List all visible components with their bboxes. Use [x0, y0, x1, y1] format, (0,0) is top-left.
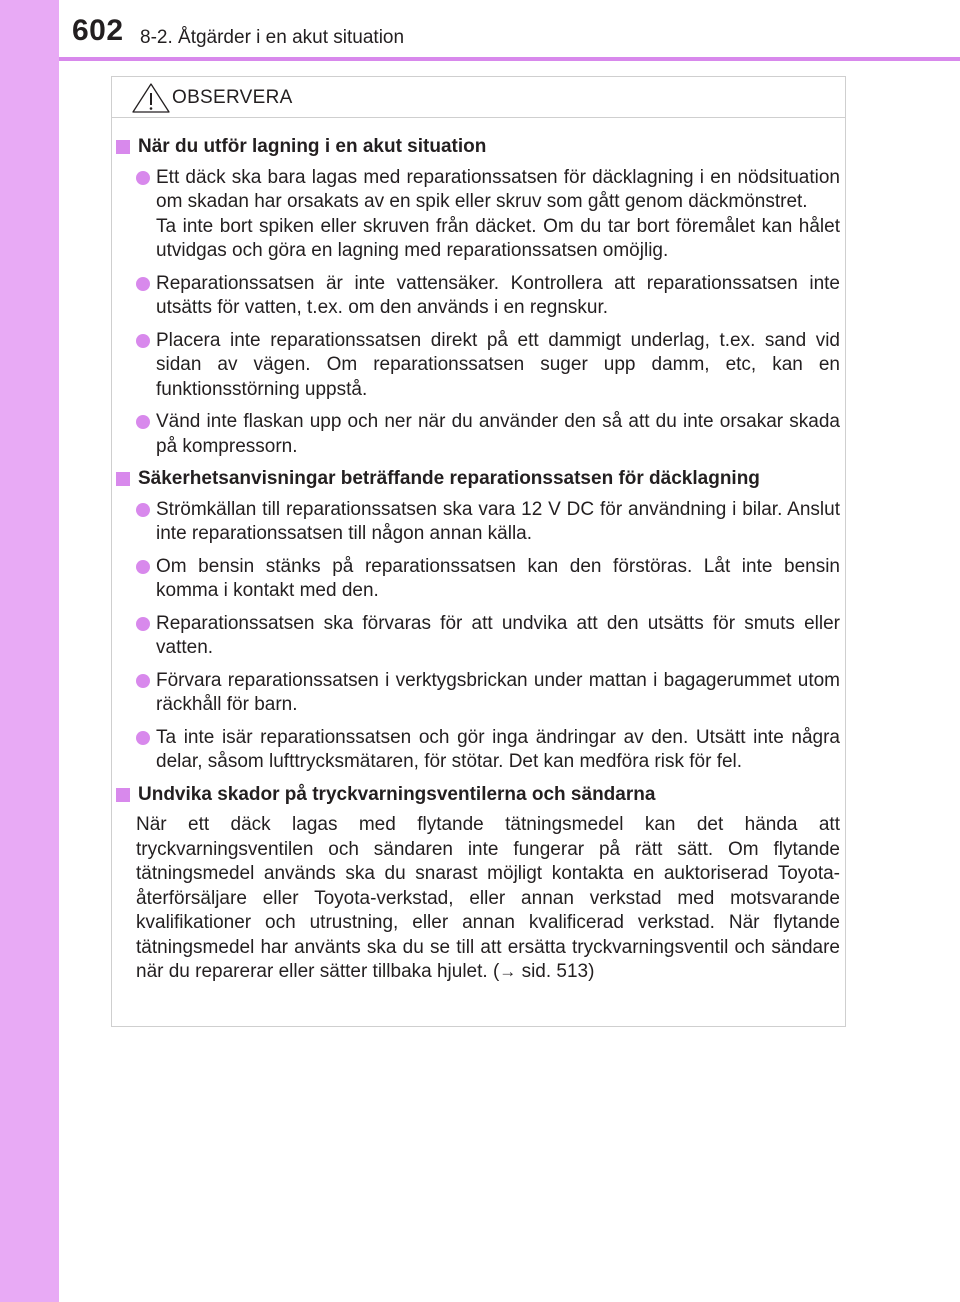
list-item	[116, 726, 840, 775]
header-divider	[59, 57, 960, 61]
list-item	[116, 272, 840, 321]
list-item	[116, 555, 840, 604]
body-text-end: )	[588, 961, 595, 982]
bullet-text: Placera inte reparationssatsen direkt på ett dammigt underlag, t.ex. sand vid sidan av vägen. Om reparationssatsen suger upp damm, etc, kan en funktionsstörning uppstå.	[156, 329, 840, 400]
round-bullet-icon	[136, 503, 150, 517]
warning-triangle-icon	[131, 82, 171, 114]
bullet-text: Ett däck ska bara lagas med reparationssatsen för däcklagning i en nödsituation om skadan har orsakats av en spik eller skruv som gått genom däckmönstret.	[156, 166, 840, 212]
square-bullet-icon	[116, 472, 130, 486]
bullet-text: Strömkällan till reparationssatsen ska vara 12 V DC för användning i bilar. Anslut inte reparationssatsen till någon annan källa.	[156, 498, 840, 544]
round-bullet-icon	[136, 617, 150, 631]
square-bullet-icon	[116, 788, 130, 802]
bullet-text: Förvara reparationssatsen i verktygsbrickan under mattan i bagagerummet utom räckhåll för barn.	[156, 669, 840, 715]
section-heading	[116, 467, 840, 492]
list-item	[116, 166, 840, 264]
section-heading	[116, 135, 840, 160]
sidebar-color-tab	[0, 0, 59, 1302]
heading-text: Undvika skador på tryckvarningsventilerna och sändarna	[138, 783, 656, 805]
section-heading	[116, 783, 840, 808]
round-bullet-icon	[136, 171, 150, 185]
bullet-text: Om bensin stänks på reparationssatsen kan den förstöras. Låt inte bensin komma i kontakt med den.	[156, 555, 840, 601]
caution-content	[116, 135, 840, 985]
round-bullet-icon	[136, 674, 150, 688]
bullet-text: Reparationssatsen ska förvaras för att undvika att den utsätts för smuts eller vatten.	[156, 612, 840, 658]
round-bullet-icon	[136, 415, 150, 429]
body-text: När ett däck lagas med flytande tätningsmedel kan det hända att tryckvarningsventilen och sändaren inte fungerar på rätt sätt. Om flytande tätningsmedel används ska du snarast möjligt kontakta en auktoriserad Toyota-återförsäljare eller Toyota-verkstad, eller annan verkstad med motsvarande kvalifikationer och utrustning, eller annan kvalificerad verkstad. När flytande tätningsmedel har använts ska du se till att ersätta tryckvarningsventil och sändare när du reparerar eller sätter tillbaka hjulet. (	[136, 814, 840, 982]
list-item	[116, 612, 840, 661]
page-number: 602	[72, 14, 124, 47]
section-body	[116, 813, 840, 985]
page-reference-link[interactable]: sid. 513	[521, 961, 589, 982]
list-item	[116, 410, 840, 459]
square-bullet-icon	[116, 140, 130, 154]
arrow-right-icon: →	[499, 962, 517, 981]
round-bullet-icon	[136, 277, 150, 291]
list-item	[116, 329, 840, 403]
list-item	[116, 498, 840, 547]
bullet-text: Reparationssatsen är inte vattensäker. Kontrollera att reparationssatsen inte utsätts för vatten, t.ex. om den används i en regnskur.	[156, 272, 840, 318]
heading-text: Säkerhetsanvisningar beträffande reparationssatsen för däcklagning	[138, 468, 760, 489]
round-bullet-icon	[136, 731, 150, 745]
round-bullet-icon	[136, 334, 150, 348]
bullet-text: Vänd inte flaskan upp och ner när du använder den så att du inte orsakar skada på kompressorn.	[156, 411, 840, 457]
list-item	[116, 669, 840, 718]
caution-header	[112, 77, 845, 118]
round-bullet-icon	[136, 560, 150, 574]
bullet-text: Ta inte isär reparationssatsen och gör inga ändringar av den. Utsätt inte några delar, såsom lufttrycksmätaren, för stötar. Det kan medföra risk för fel.	[156, 726, 840, 772]
section-title: 8-2. Åtgärder i en akut situation	[140, 27, 405, 48]
caution-title: OBSERVERA	[172, 87, 293, 108]
heading-text: När du utför lagning i en akut situation	[138, 136, 487, 157]
bullet-text: Ta inte bort spiken eller skruven från däcket. Om du tar bort föremålet kan hålet utvidgas och göra en lagning med reparationssatsen omöjlig.	[156, 215, 840, 261]
